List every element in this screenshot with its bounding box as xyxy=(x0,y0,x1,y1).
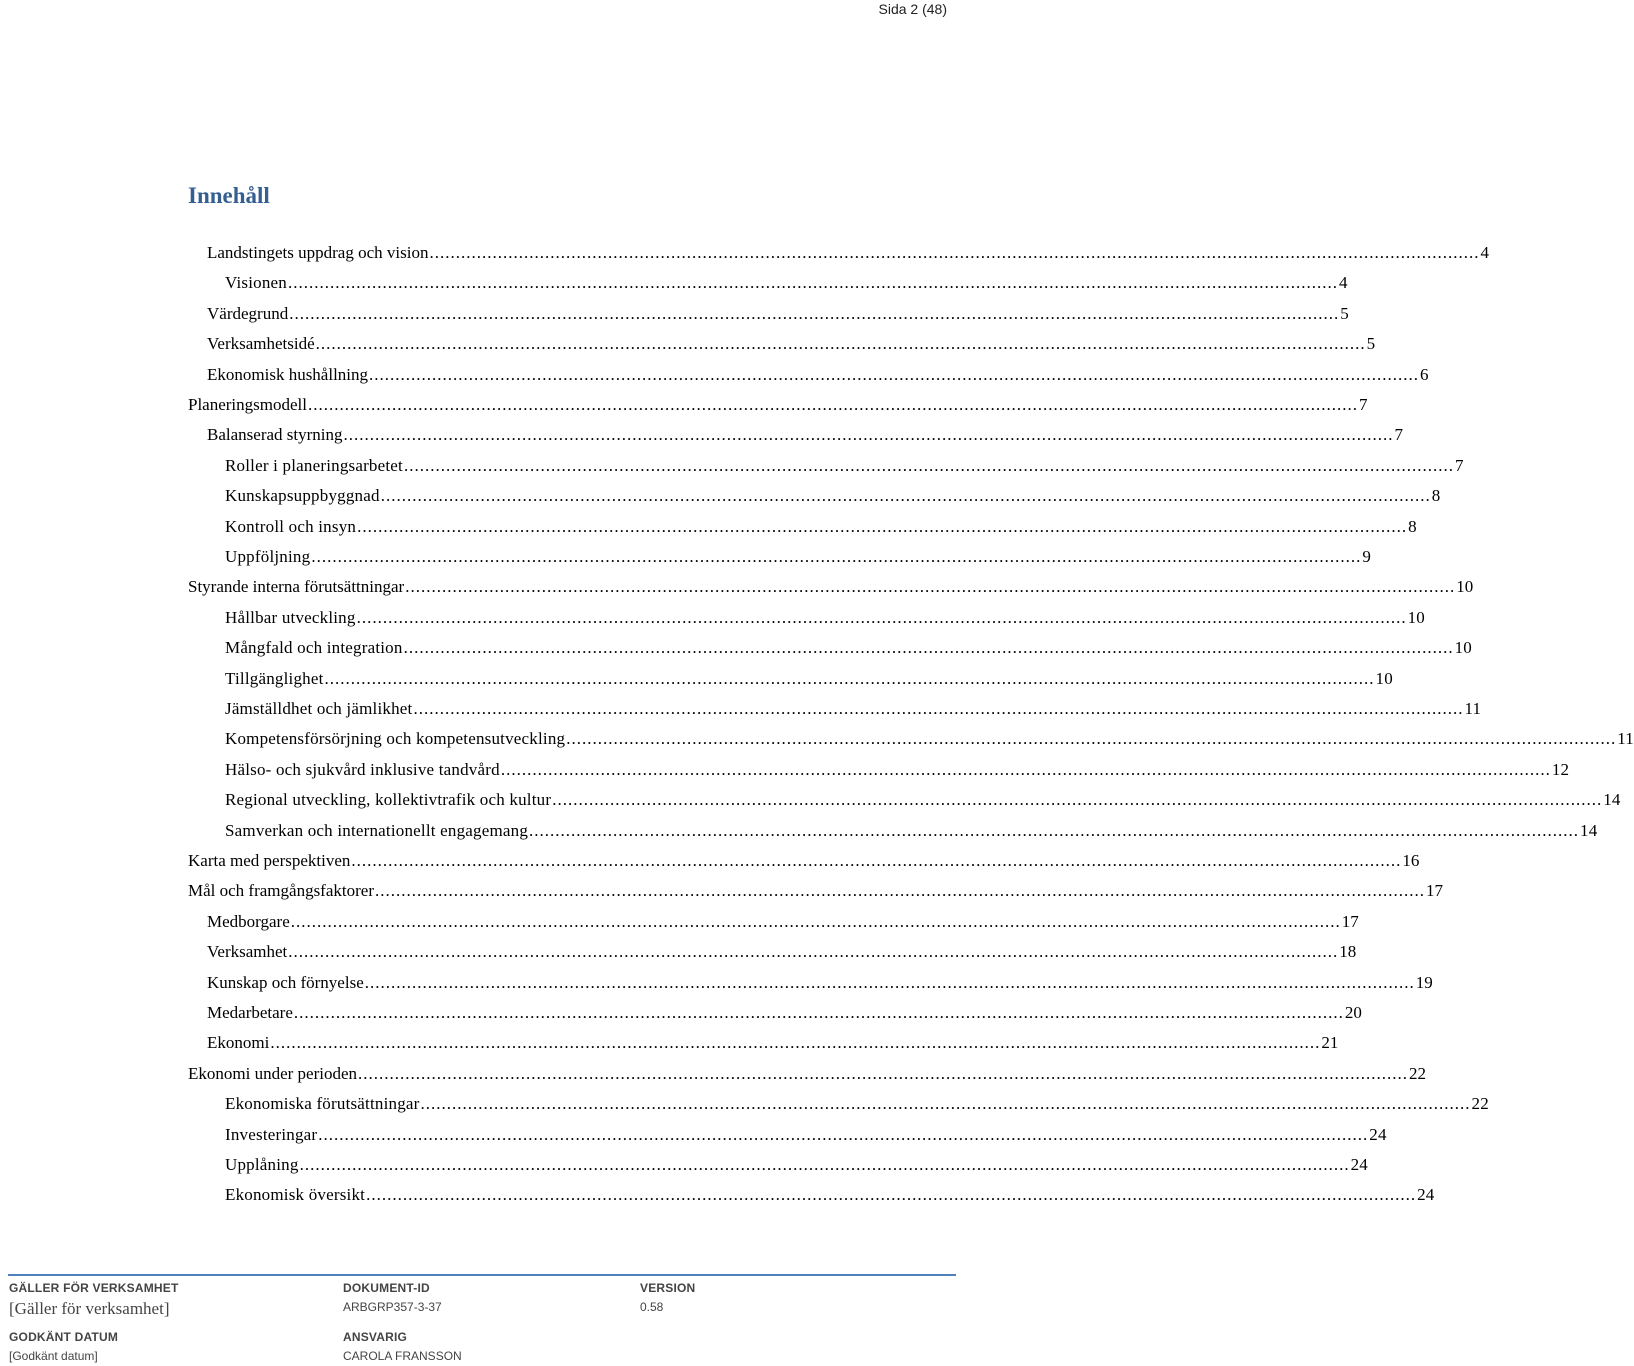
toc-entry-page: 17 xyxy=(1341,912,1359,931)
toc-entry[interactable] xyxy=(207,238,1489,268)
footer-approved-value: [Godkänt datum] xyxy=(9,1349,98,1363)
toc-entry-page: 24 xyxy=(1417,1185,1435,1204)
footer-divider xyxy=(8,1274,956,1276)
toc-entry[interactable] xyxy=(225,724,1634,754)
toc-entry-page: 19 xyxy=(1415,973,1433,992)
toc-leader-dots: ........................................................................................................................................................................................................ xyxy=(356,608,1407,627)
toc-entry-page: 21 xyxy=(1321,1033,1339,1052)
toc-entry[interactable] xyxy=(225,1120,1387,1150)
toc-title: Innehåll xyxy=(188,183,270,208)
toc-entry-page: 6 xyxy=(1420,365,1429,384)
footer-applies-value: [Gäller för verksamhet] xyxy=(9,1299,170,1318)
toc-entry[interactable] xyxy=(225,633,1472,663)
toc-entry[interactable] xyxy=(207,968,1433,998)
toc-leader-dots: ........................................................................................................................................................................................................ xyxy=(287,273,1338,292)
toc-entry-label: Medarbetare xyxy=(207,1003,293,1022)
toc-leader-dots: ........................................................................................................................................................................................................ xyxy=(420,1094,1471,1113)
toc-entry[interactable] xyxy=(207,420,1403,450)
toc-entry-label: Hälso- och sjukvård inklusive tandvård xyxy=(225,760,500,779)
footer-docid-value: ARBGRP357-3-37 xyxy=(343,1300,442,1314)
toc-leader-dots: ........................................................................................................................................................................................................ xyxy=(318,1125,1369,1144)
toc-entry-page: 8 xyxy=(1408,517,1417,536)
toc-entry-label: Jämställdhet och jämlikhet xyxy=(225,699,413,718)
toc-entry-page: 10 xyxy=(1375,669,1393,688)
toc-entry-label: Karta med perspektiven xyxy=(188,851,351,870)
toc-leader-dots: ........................................................................................................................................................................................................ xyxy=(380,486,1431,505)
toc-entry-page: 22 xyxy=(1409,1064,1427,1083)
toc-entry[interactable] xyxy=(207,1028,1339,1058)
toc-leader-dots: ........................................................................................................................................................................................................ xyxy=(500,760,1551,779)
toc-leader-dots: ........................................................................................................................................................................................................ xyxy=(429,243,1480,262)
toc-entry-page: 17 xyxy=(1425,881,1443,900)
toc-entry[interactable] xyxy=(225,785,1621,815)
toc-entry-label: Kompetensförsörjning och kompetensutveckling xyxy=(225,729,566,748)
toc-entry[interactable] xyxy=(225,1180,1435,1210)
toc-entry-label: Ekonomisk hushållning xyxy=(207,365,369,384)
toc-entry-page: 24 xyxy=(1369,1125,1387,1144)
toc-leader-dots: ........................................................................................................................................................................................................ xyxy=(311,547,1362,566)
toc-leader-dots: ........................................................................................................................................................................................................ xyxy=(552,790,1603,809)
toc-entry[interactable] xyxy=(207,907,1359,937)
footer-applies-label: GÄLLER FÖR VERKSAMHET xyxy=(9,1281,179,1295)
toc-entry-label: Ekonomisk översikt xyxy=(225,1185,366,1204)
toc-entry-label: Verksamhet xyxy=(207,942,288,961)
toc-entry-page: 12 xyxy=(1551,760,1570,779)
toc-entry[interactable] xyxy=(225,1089,1489,1119)
toc-entry[interactable] xyxy=(225,512,1417,542)
toc-leader-dots: ........................................................................................................................................................................................................ xyxy=(405,577,1456,596)
toc-entry-page: 8 xyxy=(1431,486,1441,505)
toc-entry-label: Uppföljning xyxy=(225,547,311,566)
toc-entry[interactable] xyxy=(188,1059,1427,1089)
toc-entry[interactable] xyxy=(188,846,1420,876)
toc-entry[interactable] xyxy=(225,1150,1368,1180)
toc-leader-dots: ........................................................................................................................................................................................................ xyxy=(366,1185,1417,1204)
toc-leader-dots: ........................................................................................................................................................................................................ xyxy=(289,304,1340,323)
toc-entry[interactable] xyxy=(225,603,1425,633)
toc-entry[interactable] xyxy=(207,998,1362,1028)
toc-entry-page: 4 xyxy=(1338,273,1348,292)
toc-entry[interactable] xyxy=(207,360,1429,390)
toc-entry-page: 7 xyxy=(1358,395,1368,414)
footer xyxy=(0,1272,960,1366)
toc-leader-dots: ........................................................................................................................................................................................................ xyxy=(307,395,1358,414)
toc-entry-page: 14 xyxy=(1580,821,1598,840)
toc-leader-dots: ........................................................................................................................................................................................................ xyxy=(288,942,1339,961)
toc-entry[interactable] xyxy=(207,299,1349,329)
toc-entry-page: 7 xyxy=(1454,456,1464,475)
toc-leader-dots: ........................................................................................................................................................................................................ xyxy=(358,1064,1409,1083)
toc-entry-page: 20 xyxy=(1344,1003,1362,1022)
toc-entry-label: Landstingets uppdrag och vision xyxy=(207,243,429,262)
toc-leader-dots: ........................................................................................................................................................................................................ xyxy=(566,729,1617,748)
toc-entry[interactable] xyxy=(225,451,1464,481)
footer-approved-label: GODKÄNT DATUM xyxy=(9,1330,119,1344)
toc-entry-page: 22 xyxy=(1471,1094,1489,1113)
toc-entry-label: Tillgänglighet xyxy=(225,669,324,688)
toc-entry-label: Visionen xyxy=(225,273,287,292)
toc-entry-page: 10 xyxy=(1407,608,1425,627)
toc-leader-dots: ........................................................................................................................................................................................................ xyxy=(351,851,1402,870)
toc-entry-page: 5 xyxy=(1340,304,1349,323)
footer-responsible-value: CAROLA FRANSSON xyxy=(343,1349,462,1363)
toc-entry-label: Ekonomi under perioden xyxy=(188,1064,358,1083)
toc-leader-dots: ........................................................................................................................................................................................................ xyxy=(357,517,1408,536)
toc-entry-label: Värdegrund xyxy=(207,304,289,323)
toc-entry-label: Samverkan och internationellt engagemang xyxy=(225,821,529,840)
toc-entry[interactable] xyxy=(225,664,1393,694)
toc-entry-page: 11 xyxy=(1617,729,1634,748)
toc-entry-page: 14 xyxy=(1603,790,1621,809)
footer-responsible-label: ANSVARIG xyxy=(343,1330,408,1344)
toc-entry-label: Investeringar xyxy=(225,1125,318,1144)
toc-leader-dots: ........................................................................................................................................................................................................ xyxy=(324,669,1375,688)
toc-entry-page: 10 xyxy=(1454,638,1472,657)
toc-entry-page: 16 xyxy=(1402,851,1420,870)
toc-entry-label: Ekonomiska förutsättningar xyxy=(225,1094,420,1113)
toc-entry-label: Balanserad styrning xyxy=(207,425,343,444)
toc-leader-dots: ........................................................................................................................................................................................................ xyxy=(299,1155,1350,1174)
toc-leader-dots: ........................................................................................................................................................................................................ xyxy=(293,1003,1344,1022)
toc-entry-label: Kontroll och insyn xyxy=(225,517,357,536)
toc-entry-page: 4 xyxy=(1480,243,1489,262)
toc-entry-label: Kunskap och förnyelse xyxy=(207,973,364,992)
toc-leader-dots: ........................................................................................................................................................................................................ xyxy=(374,881,1425,900)
toc-entry[interactable] xyxy=(225,755,1570,785)
toc-entry-label: Hållbar utveckling xyxy=(225,608,356,627)
toc-entry-label: Planeringsmodell xyxy=(188,395,307,414)
toc-leader-dots: ........................................................................................................................................................................................................ xyxy=(403,456,1454,475)
toc-leader-dots: ........................................................................................................................................................................................................ xyxy=(364,973,1415,992)
toc-entry-page: 11 xyxy=(1464,699,1482,718)
page-number: Sida 2 (48) xyxy=(878,1,947,17)
footer-version-label: VERSION xyxy=(640,1281,696,1295)
toc-leader-dots: ........................................................................................................................................................................................................ xyxy=(369,365,1420,384)
toc-entry[interactable] xyxy=(207,937,1357,967)
toc-entry-page: 18 xyxy=(1339,942,1357,961)
toc-entry[interactable] xyxy=(188,390,1368,420)
toc-leader-dots: ........................................................................................................................................................................................................ xyxy=(343,425,1394,444)
toc-leader-dots: ........................................................................................................................................................................................................ xyxy=(270,1033,1321,1052)
toc-entry[interactable] xyxy=(207,329,1376,359)
toc-entry[interactable] xyxy=(188,572,1474,602)
toc-entry-page: 10 xyxy=(1456,577,1474,596)
toc-entry-page: 24 xyxy=(1350,1155,1368,1174)
footer-version-value: 0.58 xyxy=(640,1300,664,1314)
toc-entry-label: Mångfald och integration xyxy=(225,638,403,657)
toc-entry[interactable] xyxy=(225,816,1598,846)
footer-docid-label: DOKUMENT-ID xyxy=(343,1281,430,1295)
toc-entry-page: 7 xyxy=(1394,425,1403,444)
toc-entry-label: Kunskapsuppbyggnad xyxy=(225,486,380,505)
toc-leader-dots: ........................................................................................................................................................................................................ xyxy=(413,699,1464,718)
toc-entry-label: Ekonomi xyxy=(207,1033,270,1052)
toc-entry[interactable] xyxy=(225,268,1348,298)
toc-entry-label: Regional utveckling, kollektivtrafik och kultur xyxy=(225,790,552,809)
toc-leader-dots: ........................................................................................................................................................................................................ xyxy=(529,821,1580,840)
toc-entry[interactable] xyxy=(188,876,1443,906)
toc-entry-page: 5 xyxy=(1366,334,1376,353)
toc-entry-label: Roller i planeringsarbetet xyxy=(225,456,403,475)
toc-entry-label: Verksamhetsidé xyxy=(207,334,315,353)
toc-entry-label: Styrande interna förutsättningar xyxy=(188,577,405,596)
toc-leader-dots: ........................................................................................................................................................................................................ xyxy=(403,638,1454,657)
toc-entry[interactable] xyxy=(225,542,1372,572)
toc-leader-dots: ........................................................................................................................................................................................................ xyxy=(315,334,1366,353)
toc-leader-dots: ........................................................................................................................................................................................................ xyxy=(290,912,1341,931)
toc-entry[interactable] xyxy=(225,481,1441,511)
toc-entry-label: Medborgare xyxy=(207,912,290,931)
toc-entry-label: Upplåning xyxy=(225,1155,299,1174)
toc-entry-label: Mål och framgångsfaktorer xyxy=(188,881,374,900)
toc-entry-page: 9 xyxy=(1362,547,1372,566)
toc-entry[interactable] xyxy=(225,694,1482,724)
